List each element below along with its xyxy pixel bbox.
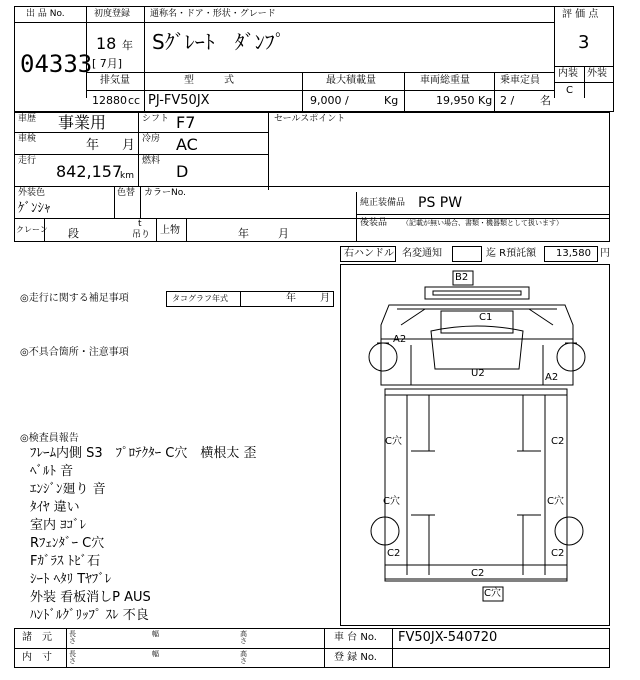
diagram-mark: A2 [393,334,407,345]
grade-value: Sｸﾞﾚｰﾄ ﾀﾞﾝﾌﾟ [152,30,285,54]
capacity-value: 2 / [500,94,515,107]
max-load-unit: Kg [384,94,399,107]
interior-score: C [566,85,573,96]
length-label: 長さ [69,650,76,665]
mileage-value: 842,157 [56,162,123,181]
chassis-value: FV50JX-540720 [398,630,498,645]
tax-label: 迄 R預託額 [486,248,537,259]
defects-label: ◎不具合箇所・注意事項 [20,347,129,358]
height-label: 高さ [240,650,247,665]
aftermarket-note: （記載が無い場合、書類・機器類として扱います） [402,219,563,227]
gross-weight-value: 19,950 [436,94,475,107]
length-label: 長さ [69,630,76,645]
diagram-mark: C2 [551,436,565,447]
installed-year-unit: 年 [238,227,249,240]
inspector-line: ﾀｲﾔ 違い [30,500,80,515]
inspector-line: ﾌﾚｰﾑ内側 S3 ﾌﾟﾛﾃｸﾀｰ C穴 横根太 歪 [30,446,257,461]
diagram-mark: C2 [551,548,565,559]
crane-stage-unit: 段 [68,227,79,240]
score-label: 評 価 点 [562,9,599,20]
sales-point-label: セールスポイント [274,114,346,124]
inspector-line: 外装 看板消しP AUS [30,590,151,605]
inspector-line: ｴﾝｼﾞﾝ廻り 音 [30,482,106,497]
ext-color-label: 外装色 [18,188,46,198]
mileage-unit: km [120,171,134,181]
score-value: 3 [578,32,590,53]
crane-ton-unit: t [138,219,142,229]
diagram-mark: C穴 [547,496,564,507]
equipment-value: PS PW [418,195,463,211]
ext-color-value: ｹﾞﾝｼｬ [18,201,51,216]
width-label: 幅 [152,650,159,658]
mileage-label: 走行 [18,156,37,166]
diagram-mark: C穴 [383,496,400,507]
first-reg-year: 18 [96,34,117,53]
first-reg-label: 初度登録 [94,9,131,19]
inspector-label: ◎検査員報告 [20,433,79,444]
installed-label: 上物 [160,225,180,236]
width-label: 幅 [152,630,159,638]
crane-lift-unit: 吊り [132,230,151,240]
inspector-line: Rﾌｪﾝﾀﾞｰ C穴 [30,536,105,551]
fuel-label: 燃料 [142,156,161,166]
gross-weight-unit: Kg [478,94,493,107]
diagram-mark: C2 [387,548,401,559]
name-change-box [452,246,482,262]
max-load-label: 最大積載量 [326,75,376,86]
gross-weight-label: 車両総重量 [420,75,470,86]
grade-label: 通称名・ドア・形状・グレード [150,9,276,19]
inspector-line: ﾍﾞﾙﾄ 音 [30,464,74,479]
aircon-label: 冷房 [142,134,161,144]
driving-notes-label: ◎走行に関する補足事項 [20,293,129,304]
tachograph-label: タコグラフ年式 [172,294,228,303]
handle-label: 右ハンドル [344,248,394,259]
model-value: PJ-FV50JX [148,93,210,108]
tax-value: 13,580 [556,248,591,259]
diagram-mark: C2 [471,568,485,579]
name-change-label: 名変通知 [402,248,442,259]
inspector-line: 室内 ﾖｺﾞﾚ [30,518,87,533]
max-load-value: 9,000 / [310,94,349,107]
color-code-label: カラーNo. [144,188,186,198]
inspection-month-unit: 月 [122,138,136,153]
first-reg-month: [ 7月] [92,57,123,70]
year-unit: 年 [122,39,133,52]
diagram-mark: B2 [455,272,469,283]
interior-label: 内装 [558,68,578,79]
diagram-mark: C穴 [484,588,501,599]
interior-dims-label: 内 寸 [22,652,52,663]
tachograph-year-unit: 年 [286,293,296,304]
displacement-label: 排気量 [100,75,130,86]
exterior-label: 外装 [587,68,607,79]
aircon-value: AC [176,135,198,154]
inspector-line: Fｶﾞﾗｽ ﾄﾋﾞ石 [30,554,101,569]
installed-month-unit: 月 [278,227,289,240]
lot-label: 出 品 No. [26,9,65,19]
history-label: 車歴 [18,114,37,124]
displacement-value: 12880 [92,94,127,107]
equipment-label: 純正装備品 [360,198,406,208]
diagram-mark: A2 [545,372,559,383]
history-value: 事業用 [58,113,107,132]
lot-number: 04333 [20,50,93,78]
registration-label: 登 録 No. [334,652,377,663]
dims-label: 諸 元 [22,632,52,643]
color-change-label: 色替 [117,188,136,198]
inspection-year-unit: 年 [86,138,100,153]
inspector-line: ﾊﾝﾄﾞﾙｸﾞﾘｯﾌﾟ ｽﾚ 不良 [30,608,149,623]
capacity-label: 乗車定員 [500,75,540,86]
model-label: 型 式 [184,75,234,86]
diagram-mark: U2 [471,368,485,379]
aftermarket-label: 後装品 [360,218,388,228]
fuel-value: D [176,162,189,181]
tax-unit: 円 [600,248,610,259]
displacement-unit: cc [128,94,141,107]
height-label: 高さ [240,630,247,645]
shift-label: シフト [142,114,170,124]
crane-label: クレーン [16,225,48,234]
shift-value: F7 [176,113,196,132]
vehicle-diagram [340,264,610,626]
diagram-mark: C1 [479,312,493,323]
tachograph-month-unit: 月 [320,293,330,304]
diagram-mark: C穴 [385,436,402,447]
chassis-label: 車 台 No. [334,632,377,643]
inspector-line: ｼｰﾄ ﾍﾀﾘ Tﾔﾌﾞﾚ [30,572,112,587]
capacity-unit: 名 [540,94,551,107]
inspection-label: 車検 [18,134,37,144]
